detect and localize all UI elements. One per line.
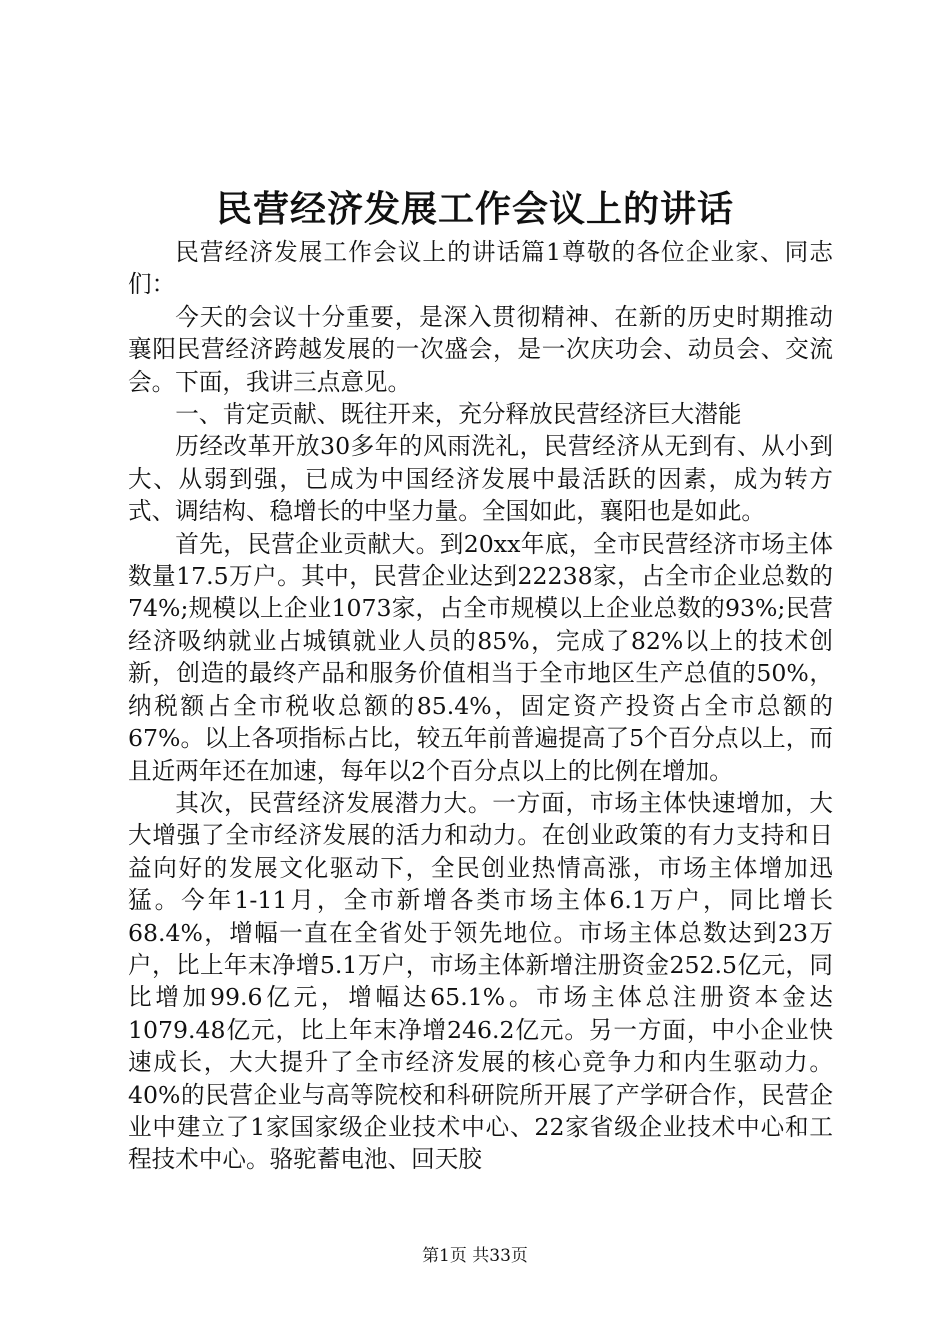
- paragraph-opening: 今天的会议十分重要，是深入贯彻精神、在新的历史时期推动襄阳民营经济跨越发展的一次盛会，是一次庆功会、动员会、交流会。下面，我讲三点意见。: [128, 302, 833, 396]
- paragraph-potential: 其次，民营经济发展潜力大。一方面，市场主体快速增加，大大增强了全市经济发展的活力和动力。在创业政策的有力支持和日益向好的发展文化驱动下，全民创业热情高涨，市场主体增加迅猛。今年1-11月，全市新增各类市场主体6.1万户，同比增长68.4%，增幅一直在全省处于领先地位。市场主体总数达到23万户，比上年末净增5.1万户，市场主体新增注册资金252.5亿元，同比增加99.6亿元，增幅达65.1%。市场主体总注册资本金达1079.48亿元，比上年末净增246.2亿元。另一方面，中小企业快速成长，大大提升了全市经济发展的核心竞争力和内生驱动力。40%的民营企业与高等院校和科研院所开展了产学研合作，民营企业中建立了1家国家级企业技术中心、22家省级企业技术中心和工程技术中心。骆驼蓄电池、回天胶: [128, 788, 833, 1174]
- section-heading-1: 一、肯定贡献、既往开来，充分释放民营经济巨大潜能: [175, 400, 742, 429]
- paragraph-reform: 历经改革开放30多年的风雨洗礼，民营经济从无到有、从小到大、从弱到强，已成为中国经济发展中最活跃的因素，成为转方式、调结构、稳增长的中坚力量。全国如此，襄阳也是如此。: [128, 432, 833, 526]
- paragraph-greeting: 民营经济发展工作会议上的讲话篇1尊敬的各位企业家、同志们：: [128, 238, 833, 299]
- paragraph-contribution: 首先，民营企业贡献大。到20xx年底，全市民营经济市场主体数量17.5万户。其中，民营企业达到22238家，占全市企业总数的74%;规模以上企业1073家，占全市规模以上企业总数的93%;民营经济吸纳就业占城镇就业人员的85%，完成了82%以上的技术创新，创造的最终产品和服务价值相当于全市地区生产总值的50%，纳税额占全市税收总额的85.4%，固定资产投资占全市总额的67%。以上各项指标占比，较五年前普遍提高了5个百分点以上，而且近两年还在加速，每年以2个百分点以上的比例在增加。: [128, 529, 833, 785]
- page-number-footer: 第1页 共33页: [422, 1246, 528, 1266]
- document-body: [128, 236, 833, 1176]
- document-title: 民营经济发展工作会议上的讲话: [215, 188, 734, 230]
